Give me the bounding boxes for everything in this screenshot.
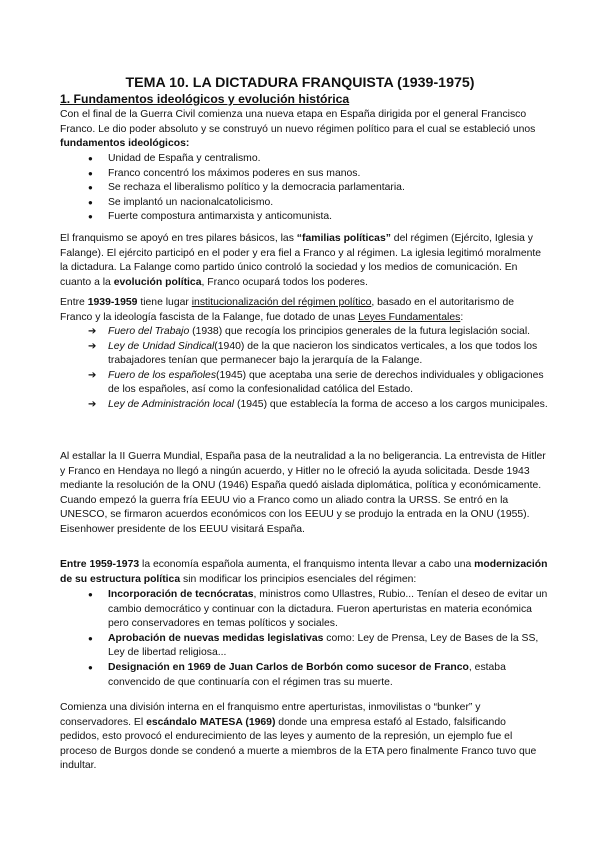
institutionalization-paragraph: Entre 1939-1959 tiene lugar institucionalización del régimen político, basado en el autoritarismo de Franco y la ideología fascista de la Falange, fue dotado de unas Leyes Fundamentales: xyxy=(60,297,515,323)
list-item: ➔ Fuero del Trabajo (1938) que recogía los principios generales de la futura legislación social. xyxy=(80,325,550,340)
modernization-list xyxy=(80,588,550,690)
ww2-paragraph: Al estallar la II Guerra Mundial, España pasa de la neutralidad a la no beligerancia. La entrevista de Hitler y Franco en Hendaya no llegó a ningún acuerdo, y Hitler no le ofreció la ayuda solicitada. Desde 1943 mediante la resolución de la ONU (1946) España quedó aislada diplomática, política y económicamente. Cuando empezó la guerra fría EEUU vio a Franco como un aliado contra la URSS. Se entró en la UNESCO, se firmaron acuerdos económicos con los EEUU y se produjo la entrada en la ONU (1955). Eisenhower presidente de los EEUU visitará España. xyxy=(60,451,546,535)
ideological-foundations-list xyxy=(80,152,550,225)
document-title: TEMA 10. LA DICTADURA FRANQUISTA (1939-1975) xyxy=(125,75,475,91)
list-item: ● Aprobación de nuevas medidas legislativas como: Ley de Prensa, Ley de Bases de la SS, Ley de libertad religiosa... xyxy=(80,632,550,661)
fundamental-laws-list xyxy=(80,325,550,413)
section-heading: 1. Fundamentos ideológicos y evolución histórica xyxy=(60,92,350,106)
modernization-paragraph: Entre 1959-1973 la economía española aumenta, el franquismo intenta llevar a cabo una modernización de su estructura política sin modificar los principios esenciales del régimen: xyxy=(60,559,548,585)
list-item: ● Unidad de España y centralismo. xyxy=(80,152,550,167)
list-item: ➔ Ley de Administración local (1945) que establecía la forma de acceso a los cargos municipales. xyxy=(80,398,550,413)
list-item: ● Franco concentró los máximos poderes en sus manos. xyxy=(80,167,550,182)
list-item: ● Designación en 1969 de Juan Carlos de Borbón como sucesor de Franco, estaba convencido de que continuaría con el régimen tras su muerte. xyxy=(80,661,550,690)
political-families-paragraph: El franquismo se apoyó en tres pilares básicos, las “familias políticas” del régimen (Ejército, Iglesia y Falange). El ejército participó en el poder y era fiel a Franco y al régimen. La iglesia legitimó moralmente la dictadura. La Falange como partido único controló la sociedad y los medios de comunicación. En cuanto a la evolución política, Franco ocupará todos los poderes. xyxy=(60,233,542,288)
list-item: ➔ Fuero de los españoles(1945) que aceptaba una serie de derechos individuales y obligaciones de los españoles, así como la confesionalidad católica del Estado. xyxy=(80,369,550,398)
list-item: ● Se implantó un nacionalcatolicismo. xyxy=(80,196,550,211)
list-item: ● Se rechaza el liberalismo político y la democracia parlamentaria. xyxy=(80,181,550,196)
intro-paragraph: Con el final de la Guerra Civil comienza una nueva etapa en España dirigida por el general Francisco Franco. Le dio poder absoluto y se construyó un nuevo régimen político para el cual se estableció unos fundamentos ideológicos: xyxy=(60,109,536,150)
matesa-paragraph: Comienza una división interna en el franquismo entre aperturistas, inmovilistas o “bunker” y conservadores. El escándalo MATESA (1969) donde una empresa estafó al Estado, falsificando pedidos, esto provocó el endurecimiento de las leyes y aumento de la represión, un ejemplo fue el proceso de Burgos donde se condenó a muerte a miembros de la ETA pero finalmente Franco tuvo que indultar. xyxy=(60,702,537,772)
list-item: ● Incorporación de tecnócratas, ministros como Ullastres, Rubio... Tenían el deseo de evitar un cambio democrático y continuar con la dictadura. Fueron aperturistas en materia económica pero conservadores en temas políticos y sociales. xyxy=(80,588,550,632)
list-item: ● Fuerte compostura antimarxista y anticomunista. xyxy=(80,210,550,225)
list-item: ➔ Ley de Unidad Sindical(1940) de la que nacieron los sindicatos verticales, a los que todos los trabajadores tenían que permanecer bajo la jerarquía de la Falange. xyxy=(80,340,550,369)
